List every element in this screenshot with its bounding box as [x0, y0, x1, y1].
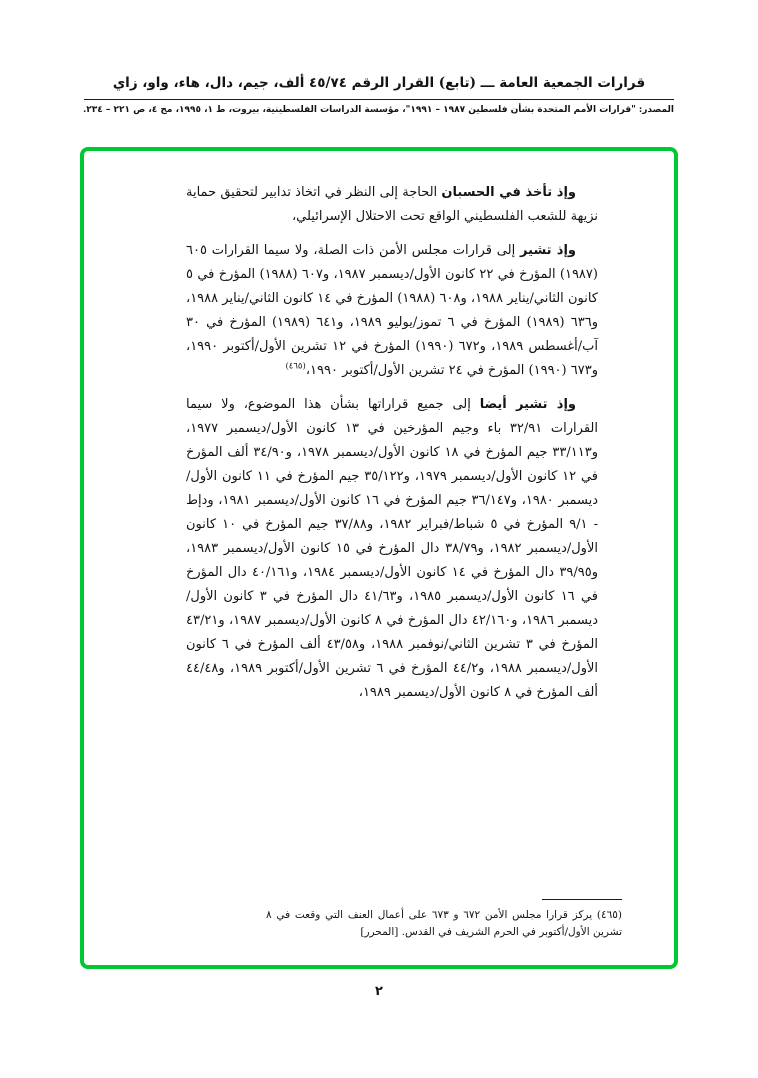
paragraph-recalling-sc — [186, 239, 598, 383]
footnote-text: (٤٦٥) يركز قرارا مجلس الأمن ٦٧٢ و ٦٧٣ على أعمال العنف التي وقعت في ٨ تشرين الأول/أكتوبر في الحرم الشريف في القدس. [المحرر] — [266, 909, 622, 938]
paragraph-body: إلى جميع قراراتها بشأن هذا الموضوع، ولا سيما القرارات ٣٢/٩١ باء وجيم المؤرخين في ١٣ كانون الأول/ديسمبر ١٩٧٧، و٣٣/١١٣ جيم المؤرخ في ١٨ كانون الأول/ديسمبر ١٩٧٨، و٣٤/٩٠ ألف المؤرخ في ١٢ كانون الأول/ديسمبر ١٩٧٩، و٣٥/١٢٢ جيم المؤرخ في ١١ كانون الأول/ديسمبر ١٩٨٠، و٣٦/١٤٧ جيم المؤرخ في ١٦ كانون الأول/ديسمبر ١٩٨١، ودإط - ٩/١ المؤرخ في ٥ شباط/فبراير ١٩٨٢، و٣٧/٨٨ جيم المؤرخ في ١٠ كانون الأول/ديسمبر ١٩٨٢، و٣٨/٧٩ دال المؤرخ في ١٥ كانون الأول/ديسمبر ١٩٨٣، و٣٩/٩٥ دال المؤرخ في ١٤ كانون الأول/ديسمبر ١٩٨٤، و٤٠/١٦١ دال المؤرخ في ١٦ كانون الأول/ديسمبر ١٩٨٥، و٤١/٦٣ دال المؤرخ في ٣ كانون الأول/ديسمبر ١٩٨٦، و٤٢/١٦٠ دال المؤرخ في ٨ كانون الأول/ديسمبر ١٩٨٧، و٤٣/٢١ المؤرخ في ٣ تشرين الثاني/نوفمبر ١٩٨٨، و٤٣/٥٨ ألف المؤرخ في ٦ كانون الأول/ديسمبر ١٩٨٨، و٤٤/٢ المؤرخ في ٦ تشرين الأول/أكتوبر ١٩٨٩، و٤٤/٤٨ ألف المؤرخ في ٨ كانون الأول/ديسمبر ١٩٨٩، — [186, 397, 599, 700]
page-header — [84, 74, 674, 117]
paragraph-lead: وإذ تشير — [520, 243, 576, 258]
resolution-text — [186, 181, 598, 705]
paragraph-body: إلى قرارات مجلس الأمن ذات الصلة، ولا سيما القرارات ٦٠٥ (١٩٨٧) المؤرخ في ٢٢ كانون الأول/ديسمبر ١٩٨٧، و٦٠٧ (١٩٨٨) المؤرخ في ٥ كانون الثاني/يناير ١٩٨٨، و٦٠٨ (١٩٨٨) المؤرخ في ١٤ كانون الثاني/يناير ١٩٨٨، و٦٣٦ (١٩٨٩) المؤرخ في ٦ تموز/يوليو ١٩٨٩، و٦٤١ (١٩٨٩) المؤرخ في ٣٠ آب/أغسطس ١٩٨٩، و٦٧٢ (١٩٩٠) المؤرخ في ١٢ تشرين الأول/أكتوبر ١٩٩٠، و٦٧٣ (١٩٩٠) المؤرخ في ٢٤ تشرين الأول/أكتوبر ١٩٩٠، — [186, 243, 598, 378]
paragraph-lead: وإذ تأخذ في الحسبان — [441, 185, 577, 200]
paragraph-recalling-ga — [186, 393, 598, 705]
content-frame — [80, 147, 678, 969]
source-line: المصدر: "قرارات الأمم المتحدة بشأن فلسطين ١٩٨٧ – ١٩٩١"، مؤسسة الدراسات الفلسطينية، بيروت، ط ١، ١٩٩٥، مج ٤، ص ٢٢١ – ٢٣٤. — [83, 105, 674, 115]
header-divider — [84, 99, 674, 100]
paragraph-considering — [186, 181, 598, 229]
document-title: قرارات الجمعية العامة ـــ (تابع) القرار الرقم ٤٥/٧٤ ألف، جيم، دال، هاء، واو، زاي — [112, 75, 646, 91]
paragraph-body: الحاجة إلى النظر في اتخاذ تدابير لتحقيق حماية نزيهة للشعب الفلسطيني الواقع تحت الاحتلال الإسرائيلي، — [186, 185, 598, 224]
footnote-reference: (٤٦٥) — [285, 361, 306, 372]
footnote-block — [266, 899, 622, 941]
page-number: ٢ — [375, 984, 383, 999]
paragraph-lead: وإذ تشير أيضا — [479, 397, 576, 412]
footnote-divider — [542, 899, 622, 900]
